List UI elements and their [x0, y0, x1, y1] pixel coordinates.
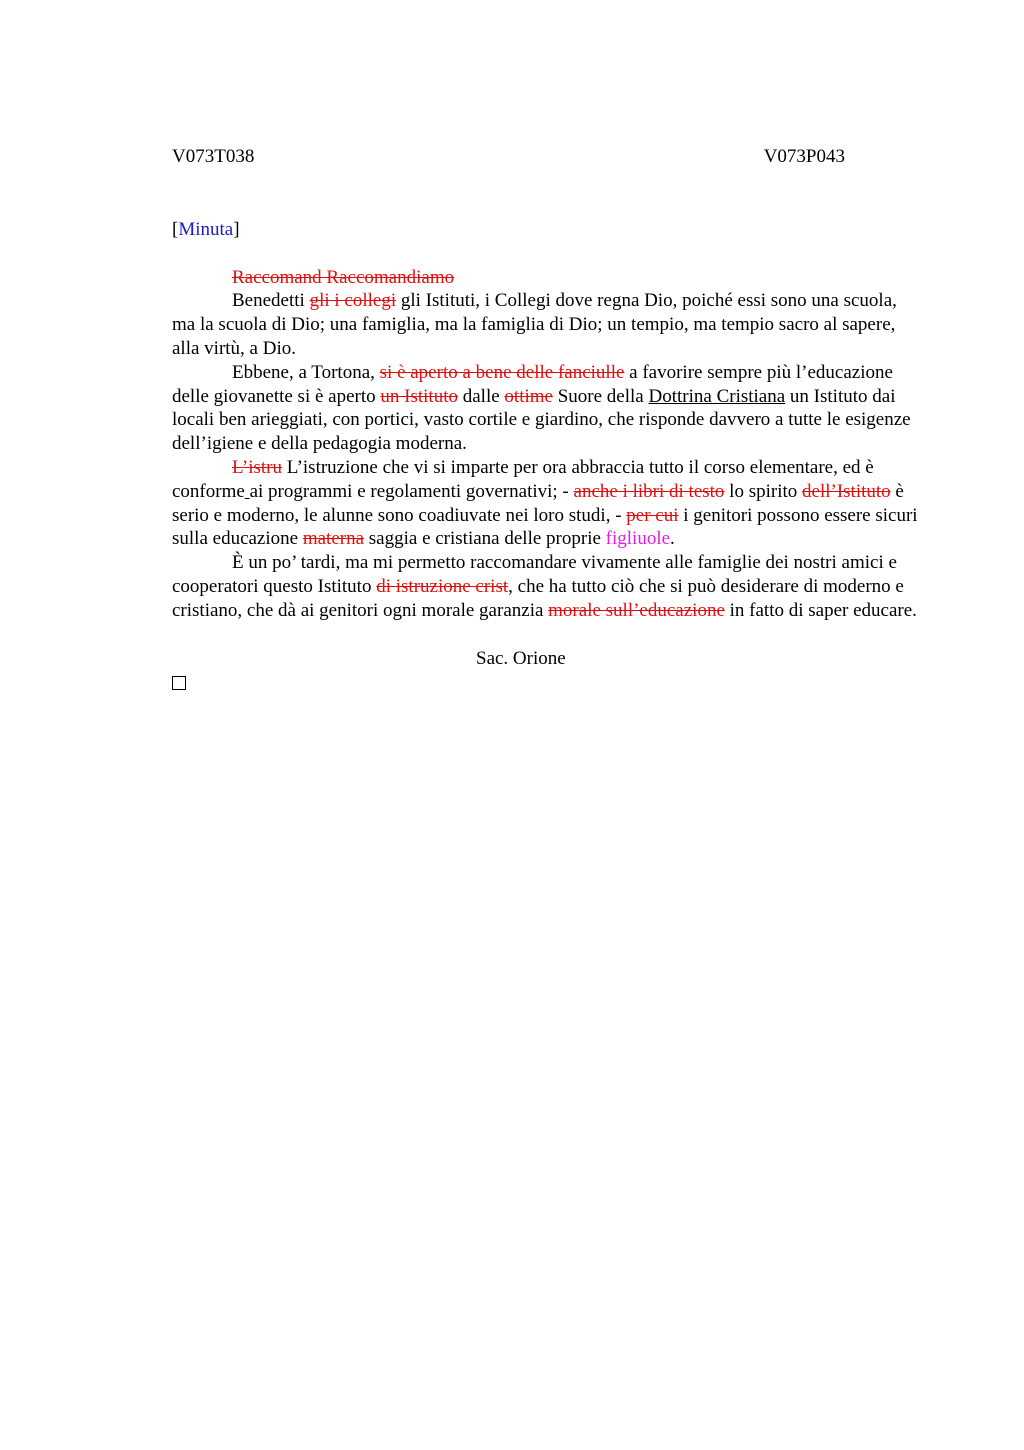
text-run: L’istruzione che vi si imparte per ora abbraccia tutto il corso elementare, ed è conforme	[172, 456, 874, 502]
text-run: È un po’ tardi, ma mi permetto raccomandare vivamente alle famiglie dei nostri amici e cooperatori questo Istituto	[172, 552, 897, 597]
text-run: un Istituto dai locali ben arieggiati, con portici, vasto cortile e giardino, che risponde davvero a tutte le esigenze dell’igiene e della pedagogia moderna.	[172, 385, 911, 455]
text-run: i genitori possono essere sicuri sulla educazione	[172, 504, 918, 550]
text-run: Suore della	[552, 385, 649, 407]
draft-label	[172, 218, 920, 242]
document-header	[172, 145, 845, 169]
paragraph-4	[172, 551, 920, 622]
bracket-open: [	[172, 218, 179, 240]
text-run: .	[670, 528, 675, 550]
text-run: saggia e cristiana delle proprie	[364, 528, 606, 550]
text-run: ai programmi e regolamenti governativi; -	[249, 480, 574, 502]
deletion: ottime	[504, 385, 553, 407]
text-run: , che ha tutto ciò che si può desiderare di moderno e cristiano, che dà ai genitori ogni morale garanzia	[172, 575, 904, 621]
deletion: dell’Istituto	[802, 480, 891, 502]
paragraph-3	[172, 456, 920, 551]
deletion: materna	[302, 528, 365, 550]
text-run: a favorire sempre più l’educazione delle giovanette si è aperto	[172, 361, 893, 407]
text-run: è serio e moderno, le alunne sono coadiuvate nei loro studi, -	[172, 480, 904, 526]
highlighted-word: figliuole	[605, 528, 671, 550]
deletion: di istruzione crist	[376, 575, 509, 597]
deletion: L’istru	[232, 456, 282, 478]
empty-square-icon	[172, 676, 186, 690]
deletion: anche i libri di testo	[573, 480, 725, 502]
text-run: Benedetti	[232, 290, 310, 312]
text-run: gli Istituti, i Collegi dove regna Dio, poiché essi sono una scuola, ma la scuola di Dio; una famiglia, ma la famiglia di Dio; un tempio, ma tempio sacro al sapere, alla virtù, a Dio.	[172, 290, 897, 359]
deleted-heading	[172, 266, 920, 290]
deletion: Raccomand Raccomandiamo	[232, 266, 455, 288]
document-page	[172, 145, 920, 697]
text-run: dalle	[457, 385, 505, 407]
deletion: per cui	[626, 504, 679, 526]
underlined-text: Dottrina Cristiana	[648, 385, 786, 407]
deletion: un Istituto	[380, 385, 458, 407]
volume-text-id: V073T038	[172, 146, 255, 167]
volume-page-id: V073P043	[763, 146, 845, 167]
paragraph-2	[172, 361, 920, 456]
letter-body	[172, 266, 920, 623]
deletion: gli i collegi	[309, 290, 397, 312]
text-run: lo spirito	[724, 480, 803, 502]
draft-label-text: Minuta	[178, 218, 234, 240]
text-run: Ebbene, a Tortona,	[232, 361, 380, 383]
signature: Sac. Orione	[476, 647, 566, 669]
text-run: in fatto di saper educare.	[724, 599, 917, 621]
deletion: morale sull’educazione	[548, 599, 725, 621]
deletion: si è aperto a bene delle fanciulle	[379, 361, 625, 383]
paragraph-1	[172, 289, 920, 360]
bracket-close: ]	[233, 218, 240, 240]
